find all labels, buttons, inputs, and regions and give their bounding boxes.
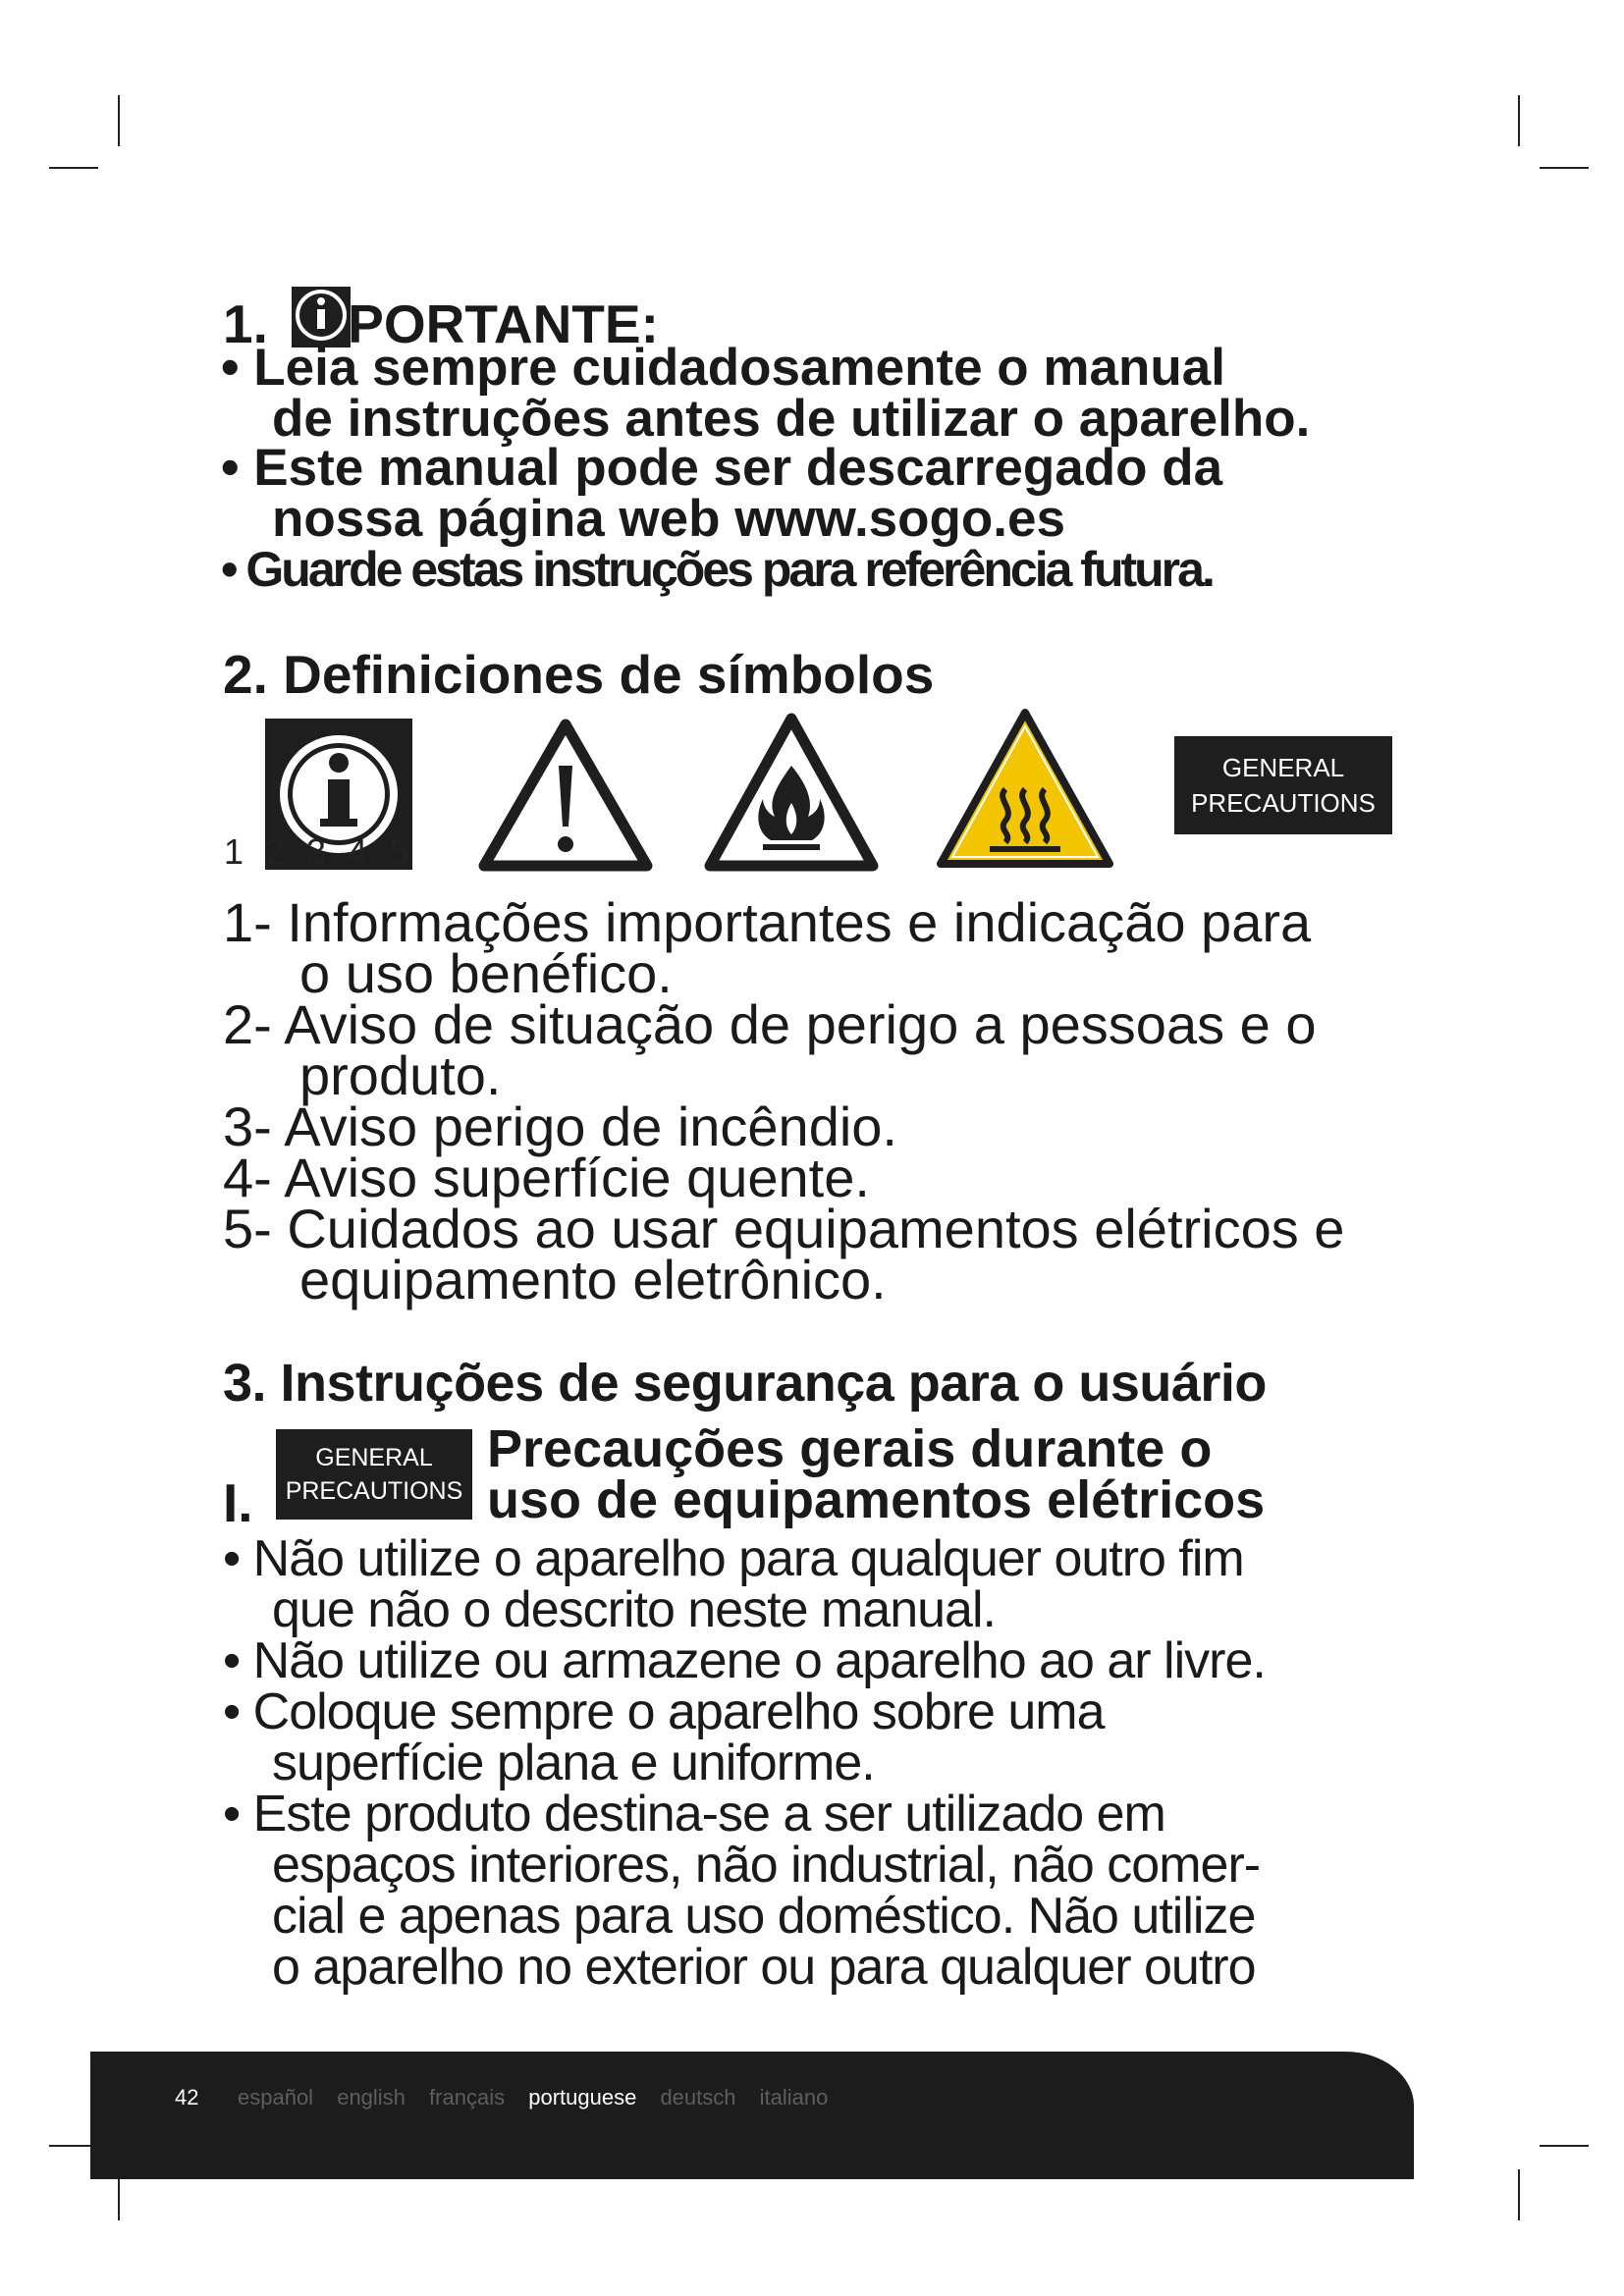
symbol-indices: 1 2 3 4 5	[224, 831, 415, 872]
section3-heading: 3. Instruções de segurança para o usuário	[223, 1354, 1267, 1413]
list-item-line: 2- Aviso de situação de perigo a pessoas e o	[223, 993, 1317, 1055]
fire-hazard-icon	[702, 709, 881, 876]
list-item-line: • Este manual pode ser descarregado da	[221, 439, 1223, 497]
footer-bar	[90, 2052, 1414, 2179]
subheading-line: uso de equipamentos elétricos	[487, 1470, 1266, 1529]
badge-line: PRECAUTIONS	[1191, 788, 1376, 818]
list-item-line: • Não utilize ou armazene o aparelho ao ar livre.	[223, 1632, 1266, 1689]
language-link-portuguese[interactable]: portuguese	[528, 2085, 637, 2109]
list-item-line: • Guarde estas instruções para referência futura.	[221, 542, 1213, 597]
list-item	[223, 1530, 1244, 1638]
list-item	[223, 1198, 1345, 1310]
list-item-line: que não o descrito neste manual.	[272, 1581, 996, 1638]
language-nav	[238, 2085, 845, 2110]
badge-line: GENERAL	[315, 1444, 433, 1471]
list-item-line: 4- Aviso superfície quente.	[223, 1147, 870, 1208]
list-item	[223, 1632, 1266, 1689]
list-item-line: • Coloque sempre o aparelho sobre uma	[223, 1683, 1105, 1740]
page-number: 42	[175, 2085, 199, 2109]
list-item-line: equipamento eletrônico.	[299, 1249, 887, 1310]
warning-icon	[478, 717, 653, 874]
language-link-espanol[interactable]: español	[238, 2085, 314, 2109]
section1-number: 1.	[223, 294, 268, 354]
badge-line: GENERAL	[1221, 753, 1345, 782]
list-item-line: espaços interiores, não industrial, não comer-	[272, 1837, 1261, 1894]
section2-heading: 2. Definiciones de símbolos	[223, 644, 935, 705]
list-item	[221, 439, 1223, 548]
list-item-line: • Não utilize o aparelho para qualquer outro fim	[223, 1530, 1244, 1587]
list-item	[223, 1683, 1105, 1791]
language-link-francais[interactable]: français	[429, 2085, 506, 2109]
language-link-italiano[interactable]: italiano	[759, 2085, 829, 2109]
crop-mark	[118, 95, 120, 146]
list-item-line: • Leia sempre cuidadosamente o manual	[221, 339, 1225, 397]
list-item-line: o uso benéfico.	[299, 942, 673, 1004]
list-item	[223, 993, 1317, 1106]
list-item-line: 5- Cuidados ao usar equipamentos elétricos e	[223, 1198, 1345, 1259]
list-item	[221, 339, 1311, 448]
list-item-line: de instruções antes de utilizar o aparelho.	[272, 390, 1311, 448]
section3-roman: I.	[223, 1472, 253, 1533]
list-item-line: nossa página web www.sogo.es	[272, 490, 1065, 548]
list-item-line: cial e apenas para uso doméstico. Não utilize	[272, 1888, 1256, 1945]
general-precautions-badge	[276, 1429, 472, 1520]
crop-mark	[49, 167, 98, 169]
section1-title: PORTANTE:	[348, 294, 659, 354]
general-precautions-badge	[1174, 736, 1392, 834]
list-item-line: superfície plana e uniforme.	[272, 1735, 875, 1791]
list-item-line: produto.	[299, 1044, 502, 1106]
list-item	[223, 1147, 870, 1208]
subheading-line: Precauções gerais durante o	[487, 1419, 1213, 1478]
badge-line: PRECAUTIONS	[285, 1477, 463, 1505]
list-item-line: • Este produto destina-se a ser utilizado em	[223, 1786, 1165, 1842]
list-item	[223, 1095, 897, 1157]
language-link-english[interactable]: english	[337, 2085, 406, 2109]
list-item-line: 1- Informações importantes e indicação para	[223, 891, 1312, 953]
crop-mark	[1518, 2169, 1520, 2220]
list-item-line: o aparelho no exterior ou para qualquer outro	[272, 1939, 1256, 1996]
list-item	[221, 543, 1213, 596]
list-item-line: 3- Aviso perigo de incêndio.	[223, 1095, 897, 1157]
language-link-deutsch[interactable]: deutsch	[660, 2085, 736, 2109]
crop-mark	[1540, 2145, 1589, 2147]
crop-mark	[1540, 167, 1589, 169]
section3-subheading	[487, 1419, 1266, 1529]
hot-surface-icon	[935, 705, 1115, 874]
list-item	[223, 891, 1312, 1004]
list-item	[223, 1786, 1261, 1996]
crop-mark	[1518, 95, 1520, 146]
